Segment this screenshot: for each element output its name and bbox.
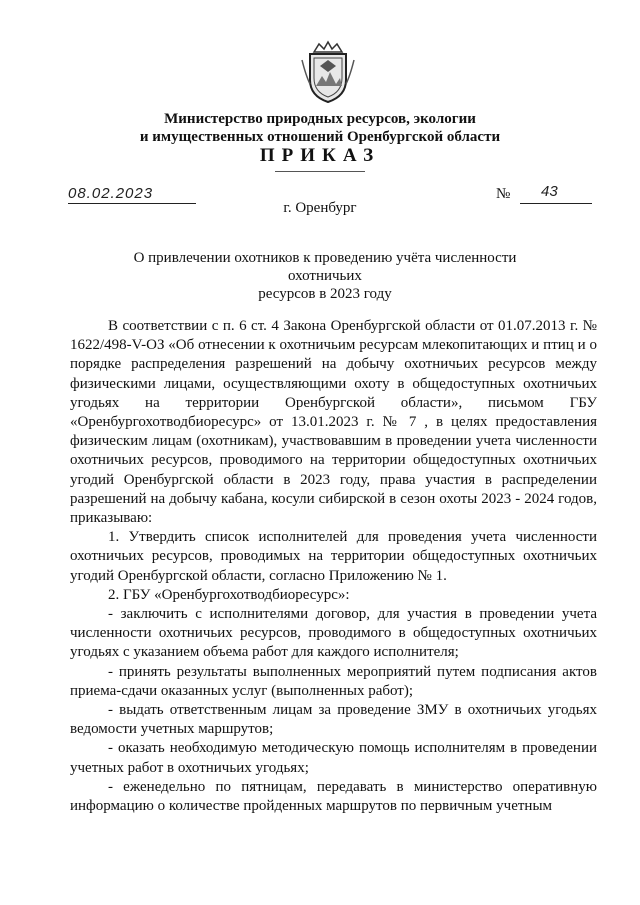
clause-2-item-accept: - принять результаты выполненных мероприятий путем подписания актов приема-сдачи оказанных услуг (выполненных работ);	[70, 663, 597, 699]
clause-2-item-issue: - выдать ответственным лицам за проведение ЗМУ в охотничьих угодьях ведомости учетных маршрутов;	[70, 702, 597, 738]
clause-2-item-assist: - оказать необходимую методическую помощь исполнителям в проведении учетных работ в охотничьих угодьях;	[70, 740, 597, 776]
subject-line-2: ресурсов в 2023 году	[258, 286, 392, 302]
preamble-paragraph: В соответствии с п. 6 ст. 4 Закона Оренбургской области от 01.07.2013 г. № 1622/498-V-ОЗ «Об отнесении к охотничьим ресурсам млекопитающих и птиц и о порядке распределения разрешений на добычу охотничьих ресурсов между физическими лицами, осуществляющими охоту в общедоступных охотничьих угодьях на территории Оренбургской области», письмом ГБУ «Оренбургохотводбиоресурс» от 13.01.2023 г. № 7 , в целях предоставления физическим лицам (охотникам), участвовавшим в проведении учета численности охотничьих ресурсов, проводимого на территории общедоступных охотничьих угодий Оренбургской области в 2023 году, права участия в распределении разрешений на добычу кабана, косули сибирской в сезон охоты 2023 - 2024 годов, приказываю:	[70, 318, 597, 527]
clause-2: 2. ГБУ «Оренбургохотводбиоресурс»:	[108, 586, 350, 603]
order-number-label: №	[496, 186, 511, 202]
document-type-title: ПРИКАЗ	[259, 145, 381, 166]
order-body	[70, 317, 597, 816]
clause-2-item-contract: - заключить с исполнителями договор, для участия в проведении учета численности охотничьих ресурсов, проводимого в общедоступных охотничьих угодьях с указанием объема работ для каждого исполнителя;	[70, 606, 597, 661]
order-subject	[95, 249, 555, 303]
subject-line-1: О привлечении охотников к проведению учёта численности охотничьих	[133, 250, 517, 284]
ministry-name-line1: Министерство природных ресурсов, экологии	[164, 111, 476, 127]
title-divider	[275, 171, 365, 172]
clause-2-item-report: - еженедельно по пятницам, передавать в министерство оперативную информацию о количестве пройденных маршрутов по первичным учетным	[70, 778, 597, 815]
ministry-name-line2: и имущественных отношений Оренбургской области	[139, 129, 501, 145]
order-date: 08.02.2023	[68, 185, 154, 202]
city: г. Оренбург	[283, 200, 357, 216]
clause-1: 1. Утвердить список исполнителей для проведения учета численности охотничьих ресурсов, проводимых на территории общедоступных охотничьих угодий Оренбургской области, согласно Приложению № 1.	[70, 529, 597, 584]
coat-of-arms-icon	[300, 40, 356, 104]
order-number-value: 43	[541, 183, 558, 200]
